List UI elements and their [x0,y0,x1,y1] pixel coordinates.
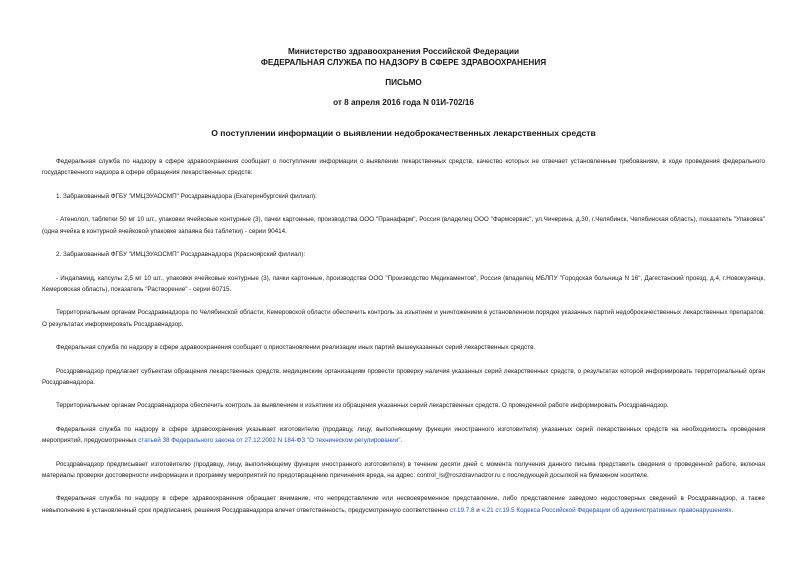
paragraph: Территориальным органам Росздравнадзора обеспечить контроль за выявлением и изъятием из обращения указанных серий лекарственных средств. О проведенной работе информировать Росздравнадзор. [56,402,669,410]
code-article-link-2[interactable]: ч.21 ст.19.5 Кодекса Российской Федерации об административных правонарушениях [481,506,732,514]
paragraph: Федеральная служба по надзору в сфере здравоохранения указывает изготовителю (продавцу, лицу, выполняющему функции иностранного изготовителя) указанных серий лекарственных средств на необходимость проведения мероприятий, предусмотренных статьей 38 Федерального закона от 27.12.2002 N 184-ФЗ "О техническом регулировании". [42,425,765,445]
document-date: от 8 апреля 2016 года N 01И-702/16 [333,98,474,107]
paragraph: Территориальным органам Росздравнадзора по Челябинской области, Кемеровской области обеспечить контроль за изъятием и уничтожением в установленном порядке указанных партий недоброкачественных лекарственных препаратов. О результатах информировать Росздравнадзор. [42,309,765,328]
paragraph: - Индапамид, капсулы 2,5 мг 10 шт., упаковки ячейковые контурные (3), пачки картонные, производства ООО "Производство Медикаментов", Россия (владелец МБЛПУ "Городская больница N 16", Дагестанский проезд, д.4, г.Новокузнецк, Кемеровская область), показатель "Растворение" - серии 60715. [42,274,765,293]
paragraph: Федеральная служба по надзору в сфере здравоохранения сообщает о поступлении информации о выявлении лекарственных средств, качество которых не отвечает установленным требованиям, в ходе проведения федерального государственного надзора в сфере обращения лекарственных средств: [42,158,765,177]
paragraph: 2. Забракованный ФГБУ "ИМЦЭУАОСМП" Росздравнадзора (Красноярский филиал): [56,251,306,259]
document-title: О поступлении информации о выявлении недоброкачественных лекарственных средств [211,128,596,138]
document-header [42,46,765,108]
code-article-link[interactable]: ст.19.7.8 [449,506,475,514]
paragraph: Федеральная служба по надзору в сфере здравоохранения обращает внимание, что непредставление или несвоевременное представление, либо представление заведомо недостоверных сведений в Росздравнадзор, а также невыполнение в установленный срок предписания, решения Росздравнадзора влечет ответственность, предусмотренную соответственно ст.19.7.8 и ч.21 ст.19.5 Кодекса Российской Федерации об административных правонарушениях. [42,495,765,514]
paragraph: Росздравнадзор предлагает субъектам обращения лекарственных средств, медицинским организациям провести проверку наличия указанных серий лекарственных средств, о результатах которой информировать территориальный орган Росздравнадзора. [42,367,765,386]
document-body [42,156,765,516]
paragraph: - Атенолол, таблетки 50 мг 10 шт., упаковки ячейковые контурные (3), пачки картонные, производства ООО "Пранафарм", Россия (владелец ООО "Фармсервис", ул.Чичерина, д.30, г.Челябинск, Челябинская область), показатель "Упаковка" (одна ячейка в контурной ячейковой упаковке запаяна без таблетки) - серии 90414. [42,216,765,235]
ministry-name: Министерство здравоохранения Российской Федерации [287,47,520,56]
service-name: ФЕДЕРАЛЬНАЯ СЛУЖБА ПО НАДЗОРУ В СФЕРЕ ЗДРАВООХРАНЕНИЯ [260,58,547,67]
law-reference-link[interactable]: статьей 38 Федерального закона от 27.12.2002 N 184-ФЗ "О техническом регулировании" [138,437,401,445]
paragraph: 1. Забракованный ФГБУ "ИМЦЭУАОСМП" Росздравнадзора (Екатеринбургский филиал): [56,192,317,200]
paragraph: Федеральная служба по надзору в сфере здравоохранения сообщает о приостановлении реализации иных партий вышеуказанных серий лекарственных средств. [56,344,536,352]
document-type: ПИСЬМО [385,78,422,87]
paragraph: Росздравнадзор предписывает изготовителю (продавцу, лицу, выполняющему функции иностранного изготовителя) в течение десяти дней с момента получения данного письма представить сведения о проведенной работе, включая материалы проверки достоверности информации и программу мероприятий по предотвращению причинения вреда, на адрес: control_ls@roszdravnadzor.ru с последующей досылкой на бумажном носителе. [42,460,765,479]
